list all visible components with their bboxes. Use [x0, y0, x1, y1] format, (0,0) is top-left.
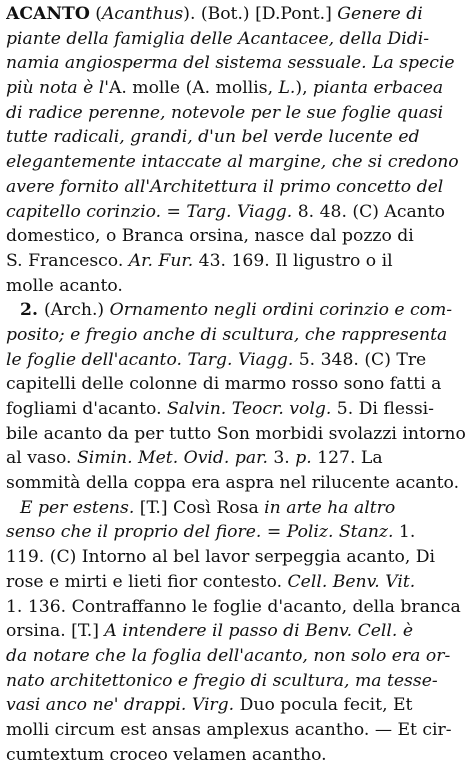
entry-line: [6, 101, 467, 126]
italic-text: piante della famiglia delle Acantacee, della Didi-: [6, 28, 430, 49]
italic-text: posito; e fregio anche di scultura, che rappresenta: [6, 324, 448, 345]
italic-text: più nota è l': [6, 78, 109, 99]
entry-line: [6, 570, 467, 595]
text-segment: 43. 169. Il ligustro o il: [193, 250, 393, 271]
entry-line: [6, 644, 467, 669]
entry-line: [6, 76, 467, 101]
italic-text: Simin. Met. Ovid. par.: [76, 448, 268, 469]
text-segment: Duo pocula fecit, Et: [234, 695, 413, 716]
entry-line: [6, 446, 467, 471]
entry-line: [6, 372, 467, 397]
italic-text: L.: [278, 78, 296, 99]
italic-text: capitello corinzio.: [6, 201, 167, 222]
text-segment: 1. 136. Contraffanno le foglie d'acanto, della branca: [6, 596, 461, 617]
text-segment: 5. Di flessi-: [331, 399, 434, 419]
entry-line: [6, 27, 467, 52]
italic-text: Poliz. Stanz.: [286, 522, 394, 543]
italic-text: vasi anco ne' drappi.: [6, 695, 192, 716]
text-segment: bile acanto da per tutto Son morbidi svolazzi intorno: [6, 423, 466, 444]
text-segment: (Arch.): [43, 300, 110, 321]
text-segment: S. Francesco.: [6, 250, 129, 271]
italic-text: Ar. Fur.: [128, 250, 194, 271]
entry-line: [6, 718, 467, 743]
entry-line: [6, 545, 467, 570]
italic-text: in arte ha altro: [264, 497, 396, 518]
italic-text: Cell. Benv. Vit.: [287, 571, 416, 592]
text-segment: molle acanto.: [6, 275, 123, 296]
entry-line: [6, 298, 467, 323]
text-segment: ). (Bot.) [D.Pont.]: [183, 4, 338, 24]
text-segment: ),: [295, 78, 314, 99]
italic-text: namia angiosperma del sistema sessuale. La specie: [6, 53, 455, 74]
text-segment: 119. (C) Intorno al bel lavor serpeggia acanto, Di: [6, 547, 436, 568]
text-segment: molle (A. mollis,: [126, 78, 279, 99]
italic-text: Acanthus: [102, 4, 184, 24]
entry-line: [6, 348, 467, 373]
italic-text: pianta erbacea: [313, 78, 444, 99]
entry-line: [6, 471, 467, 496]
entry-line: [6, 51, 467, 76]
headword: ACANTO: [6, 4, 90, 24]
text-segment: capitelli delle colonne di marmo rosso sono fatti a: [6, 374, 442, 395]
entry-line: [6, 224, 467, 249]
italic-text: Genere di: [337, 4, 423, 24]
entry-line: [6, 200, 467, 225]
text-segment: cumtextum croceo velamen acantho.: [6, 744, 327, 765]
italic-text: senso che il proprio del fiore.: [6, 522, 267, 543]
text-segment: molli circum est ansas amplexus acantho. — Et cir-: [6, 719, 452, 740]
text-segment: Rosa: [210, 497, 265, 518]
text-segment: =: [166, 201, 187, 222]
italic-text: A intendere il passo di Benv. Cell. è: [104, 621, 414, 642]
italic-text: le foglie dell'acanto.: [6, 349, 188, 370]
italic-text: Ornamento negli ordini corinzio e com-: [109, 300, 453, 321]
entry-line: [6, 496, 467, 521]
italic-text: tutte radicali, grandi, d'un bel verde lucente ed: [6, 127, 420, 148]
italic-text: Virg.: [191, 695, 235, 716]
italic-text: Targ. Viagg.: [186, 201, 293, 222]
italic-text: nato architettonico e fregio di scultura, ma tesse-: [6, 670, 438, 691]
dictionary-entry-acanto: [6, 2, 467, 767]
entry-line: [6, 743, 467, 767]
italic-text: elegantemente intaccate al margine, che si credono: [6, 152, 459, 173]
entry-line: [6, 175, 467, 200]
text-segment: fogliami d'acanto.: [6, 399, 168, 419]
italic-text: Salvin. Teocr. volg.: [167, 399, 332, 419]
headword: 2.: [20, 300, 44, 321]
entry-line: [6, 619, 467, 644]
text-segment: 127. La: [311, 448, 383, 469]
italic-text: Targ. Viagg.: [187, 349, 294, 370]
entry-line: [6, 422, 467, 447]
text-segment: sommità della coppa era aspra nel rilucente acanto.: [6, 473, 460, 494]
text-segment: (: [89, 4, 102, 24]
text-segment: A.: [108, 78, 127, 99]
entry-line: [6, 274, 467, 299]
text-segment: orsina. [T.]: [6, 621, 105, 642]
italic-text: p.: [295, 448, 312, 469]
entry-line: [6, 125, 467, 150]
entry-line: [6, 150, 467, 175]
text-segment: 8. 48. (C) Acanto: [292, 201, 446, 222]
text-segment: [T.]: [134, 497, 174, 518]
italic-text: da notare che la foglia dell'acanto, non solo era or-: [6, 645, 451, 666]
text-segment: al vaso.: [6, 448, 77, 469]
text-segment: =: [266, 522, 287, 543]
entry-line: [6, 397, 467, 422]
text-segment: 5. 348. (C) Tre: [293, 349, 427, 370]
entry-line: [6, 2, 467, 27]
entry-line: [6, 323, 467, 348]
entry-line: [6, 249, 467, 274]
entry-line: [6, 595, 467, 620]
text-segment: 1.: [393, 522, 416, 543]
text-segment: domestico, o Branca orsina, nasce dal pozzo di: [6, 226, 414, 247]
entry-line: [6, 693, 467, 718]
italic-text: avere fornito all'Architettura il primo concetto del: [6, 176, 444, 197]
text-segment: rose e mirti e lieti fior contesto.: [6, 571, 288, 592]
italic-text: E per estens.: [20, 497, 135, 518]
text-segment: Così: [173, 497, 211, 518]
italic-text: di radice perenne, notevole per le sue foglie quasi: [6, 102, 444, 123]
entry-line: [6, 669, 467, 694]
entry-line: [6, 520, 467, 545]
text-segment: 3.: [267, 448, 296, 469]
